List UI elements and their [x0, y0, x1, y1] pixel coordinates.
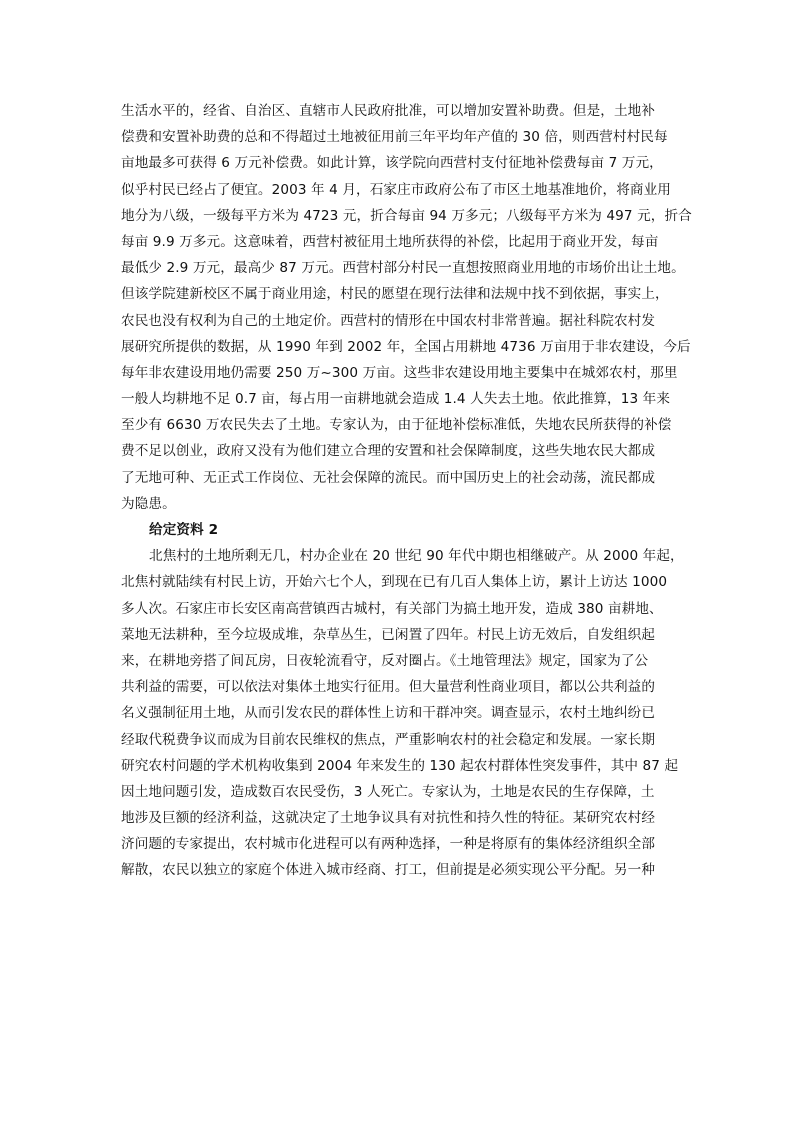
- text-line: 一般人均耕地不足 0.7 亩，每占用一亩耕地就会造成 1.4 人失去土地。依此推算，13 年来: [121, 391, 671, 408]
- text-line: 多人次。石家庄市长安区南高营镇西古城村，有关部门为搞土地开发，造成 380 亩耕地、: [121, 600, 663, 617]
- text-line: 展研究所提供的数据，从 1990 年到 2002 年，全国占用耕地 4736 万亩用于非农建设，今后: [121, 338, 691, 355]
- text-line: 农民也没有权利为自己的土地定价。西营村的情形在中国农村非常普遍。据社科院农村发: [121, 312, 656, 329]
- text-line: 每年非农建设用地仍需要 250 万~300 万亩。这些非农建设用地主要集中在城郊农村，那里: [121, 364, 678, 381]
- text-line: 研究农村问题的学术机构收集到 2004 年来发生的 130 起农村群体性突发事件，其中 87 起: [121, 757, 679, 774]
- text-line: 北焦村的土地所剩无几，村办企业在 20 世纪 90 年代中期也相继破产。从 2000 年起，: [149, 548, 684, 565]
- text-line: 至少有 6630 万农民失去了土地。专家认为，由于征地补偿标准低，失地农民所获得的补偿: [121, 417, 672, 434]
- text-line: 北焦村就陆续有村民上访，开始六七个人，到现在已有几百人集体上访，累计上访达 1000: [121, 574, 668, 591]
- text-line: 解散，农民以独立的家庭个体进入城市经商、打工，但前提是必须实现公平分配。另一种: [121, 862, 656, 879]
- text-line: 偿费和安置补助费的总和不得超过土地被征用前三年平均年产值的 30 倍，则西营村村民每: [121, 129, 668, 146]
- text-line: 来，在耕地旁搭了间瓦房，日夜轮流看守，反对圈占。《土地管理法》规定，国家为了公: [121, 652, 649, 669]
- document-page: [121, 98, 692, 884]
- text-line: 为隐患。: [121, 495, 176, 512]
- text-line: 地涉及巨额的经济利益，这就决定了土地争议具有对抗性和持久性的特征。某研究农村经: [121, 810, 656, 827]
- text-line: 但该学院建新校区不属于商业用途，村民的愿望在现行法律和法规中找不到依据，事实上，: [121, 286, 669, 303]
- text-line: 名义强制征用土地，从而引发农民的群体性上访和干群冲突。调查显示，农村土地纠纷已: [121, 705, 656, 722]
- text-line: 亩地最多可获得 6 万元补偿费。如此计算，该学院向西营村支付征地补偿费每亩 7 万元，: [121, 155, 663, 172]
- text-line: 费不足以创业，政府又没有为他们建立合理的安置和社会保障制度，这些失地农民大都成: [121, 443, 656, 460]
- text-line: 每亩 9.9 万多元。这意味着，西营村被征用土地所获得的补偿，比起用于商业开发，每亩: [121, 233, 659, 250]
- text-line: 济问题的专家提出，农村城市化进程可以有两种选择，一种是将原有的集体经济组织全部: [121, 836, 656, 853]
- text-line: 似乎村民已经占了便宜。2003 年 4 月，石家庄市政府公布了市区土地基准地价，将商业用: [121, 181, 671, 198]
- text-line: 菜地无法耕种，至今垃圾成堆，杂草丛生，已闲置了四年。村民上访无效后，自发组织起: [121, 626, 656, 643]
- text-line: 经取代税费争议而成为目前农民维权的焦点，严重影响农村的社会稳定和发展。一家长期: [121, 731, 656, 748]
- text-line: 了无地可种、无正式工作岗位、无社会保障的流民。而中国历史上的社会动荡，流民都成: [121, 469, 656, 486]
- text-line: 最低少 2.9 万元，最高少 87 万元。西营村部分村民一直想按照商业用地的市场价出让土地。: [121, 260, 685, 277]
- text-line: 因土地问题引发，造成数百农民受伤，3 人死亡。专家认为，土地是农民的生存保障，土: [121, 783, 655, 800]
- text-line: 共利益的需要，可以依法对集体土地实行征用。但大量营利性商业项目，都以公共利益的: [121, 679, 656, 696]
- text-line: 生活水平的，经省、自治区、直辖市人民政府批准，可以增加安置补助费。但是，土地补: [121, 103, 656, 119]
- section-heading: 给定资料 2: [149, 522, 219, 538]
- text-line: 地分为八级，一级每平方米为 4723 元，折合每亩 94 万多元；八级每平方米为 497 元，折合: [121, 207, 692, 224]
